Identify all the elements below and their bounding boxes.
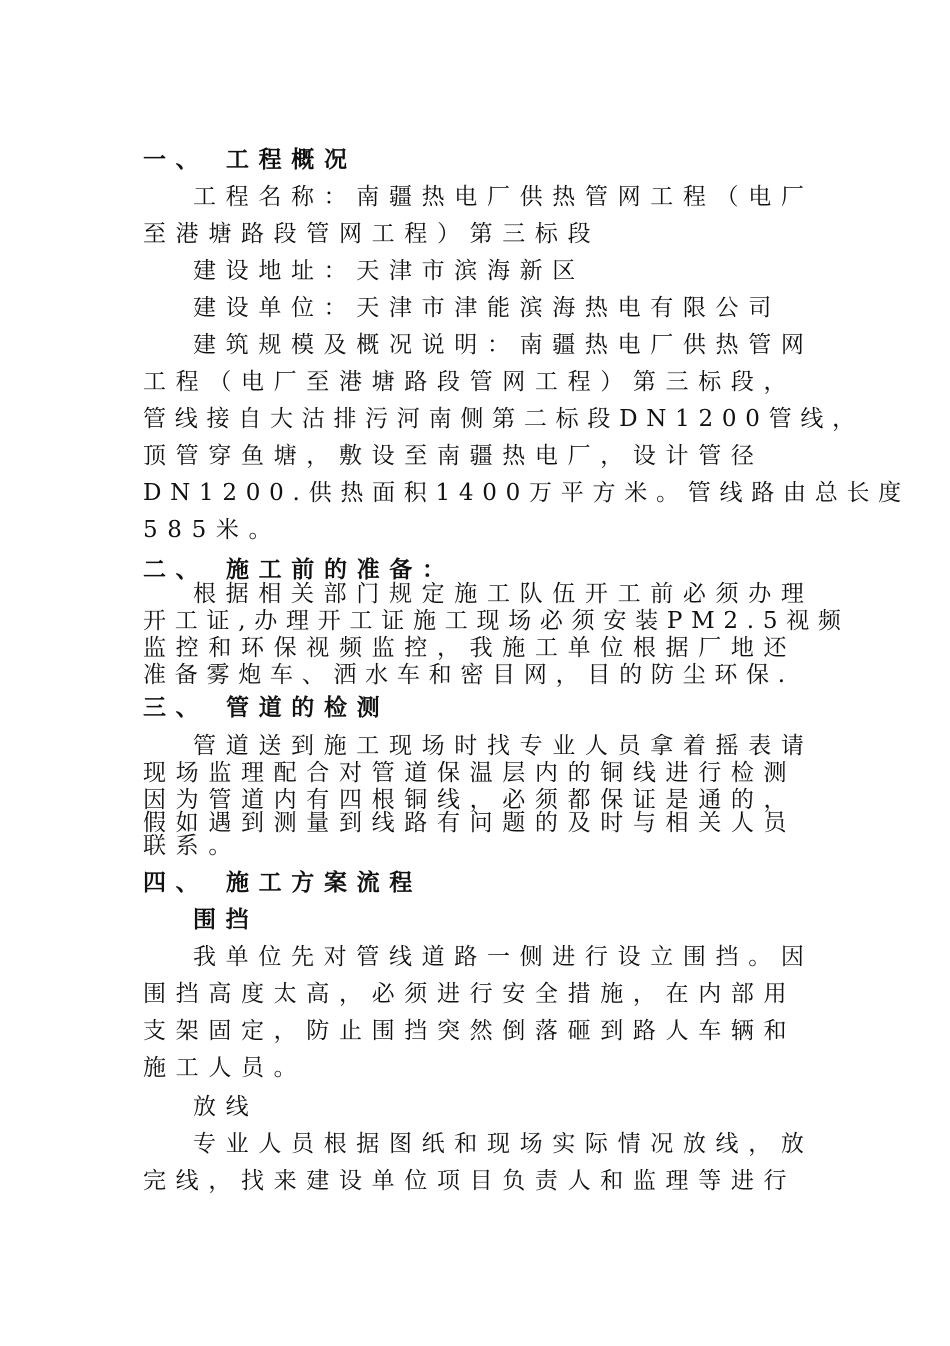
project-name-line-2: 至港塘路段管网工程）第三标段 — [143, 221, 601, 247]
subsection-setting-out-title: 放线 — [193, 1094, 259, 1120]
section-2-heading: 二、 施工前的准备： — [143, 556, 455, 583]
preparation-line-1: 根据相关部门规定施工队伍开工前必须办理 — [193, 581, 814, 607]
section-3-heading: 三、 管道的检测 — [143, 694, 390, 721]
inspection-line-2: 现场监理配合对管道保温层内的铜线进行检测 — [143, 760, 797, 786]
owner-unit: 建设单位：天津市津能滨海热电有限公司 — [193, 295, 781, 321]
setting-out-line-1: 专业人员根据图纸和现场实际情况放线，放 — [193, 1131, 814, 1157]
setting-out-line-2: 完线，找来建设单位项目负责人和监理等进行 — [143, 1168, 797, 1194]
hoarding-line-4: 施工人员。 — [143, 1055, 307, 1081]
preparation-line-2: 开工证,办理开工证施工现场必须安装PM2.5视频 — [143, 608, 850, 634]
section-1-heading: 一、 工程概况 — [143, 146, 357, 173]
preparation-line-4: 准备雾炮车、洒水车和密目网，目的防尘环保. — [143, 662, 794, 688]
hoarding-line-3: 支架固定，防止围挡突然倒落砸到路人车辆和 — [143, 1018, 797, 1044]
inspection-line-5: 联系。 — [143, 833, 241, 859]
description-line-6: 585米。 — [143, 517, 282, 543]
project-name-line-1: 工程名称：南疆热电厂供热管网工程（电厂 — [193, 184, 814, 210]
description-line-5: DN1200.供热面积1400万平方米。管线路由总长度 — [143, 480, 910, 506]
inspection-line-3: 因为管道内有四根铜线，必须都保证是通的， — [143, 787, 797, 813]
preparation-line-3: 监控和环保视频监控，我施工单位根据厂地还 — [143, 635, 797, 661]
description-line-2: 工程（电厂至港塘路段管网工程）第三标段， — [143, 369, 797, 395]
inspection-line-1: 管道送到施工现场时找专业人员拿着摇表请 — [193, 733, 814, 759]
subsection-hoarding-title: 围挡 — [193, 906, 259, 933]
hoarding-line-2: 围挡高度太高，必须进行安全措施，在内部用 — [143, 981, 797, 1007]
inspection-line-4: 假如遇到测量到线路有问题的及时与相关人员 — [143, 810, 797, 836]
section-4-heading: 四、 施工方案流程 — [143, 869, 422, 896]
site-address: 建设地址：天津市滨海新区 — [193, 258, 585, 284]
description-line-4: 顶管穿鱼塘，敷设至南疆热电厂，设计管径 — [143, 443, 764, 469]
description-line-1: 建筑规模及概况说明：南疆热电厂供热管网 — [193, 332, 814, 358]
hoarding-line-1: 我单位先对管线道路一侧进行设立围挡。因 — [193, 944, 814, 970]
description-line-3: 管线接自大沽排污河南侧第二标段DN1200管线， — [143, 406, 864, 432]
